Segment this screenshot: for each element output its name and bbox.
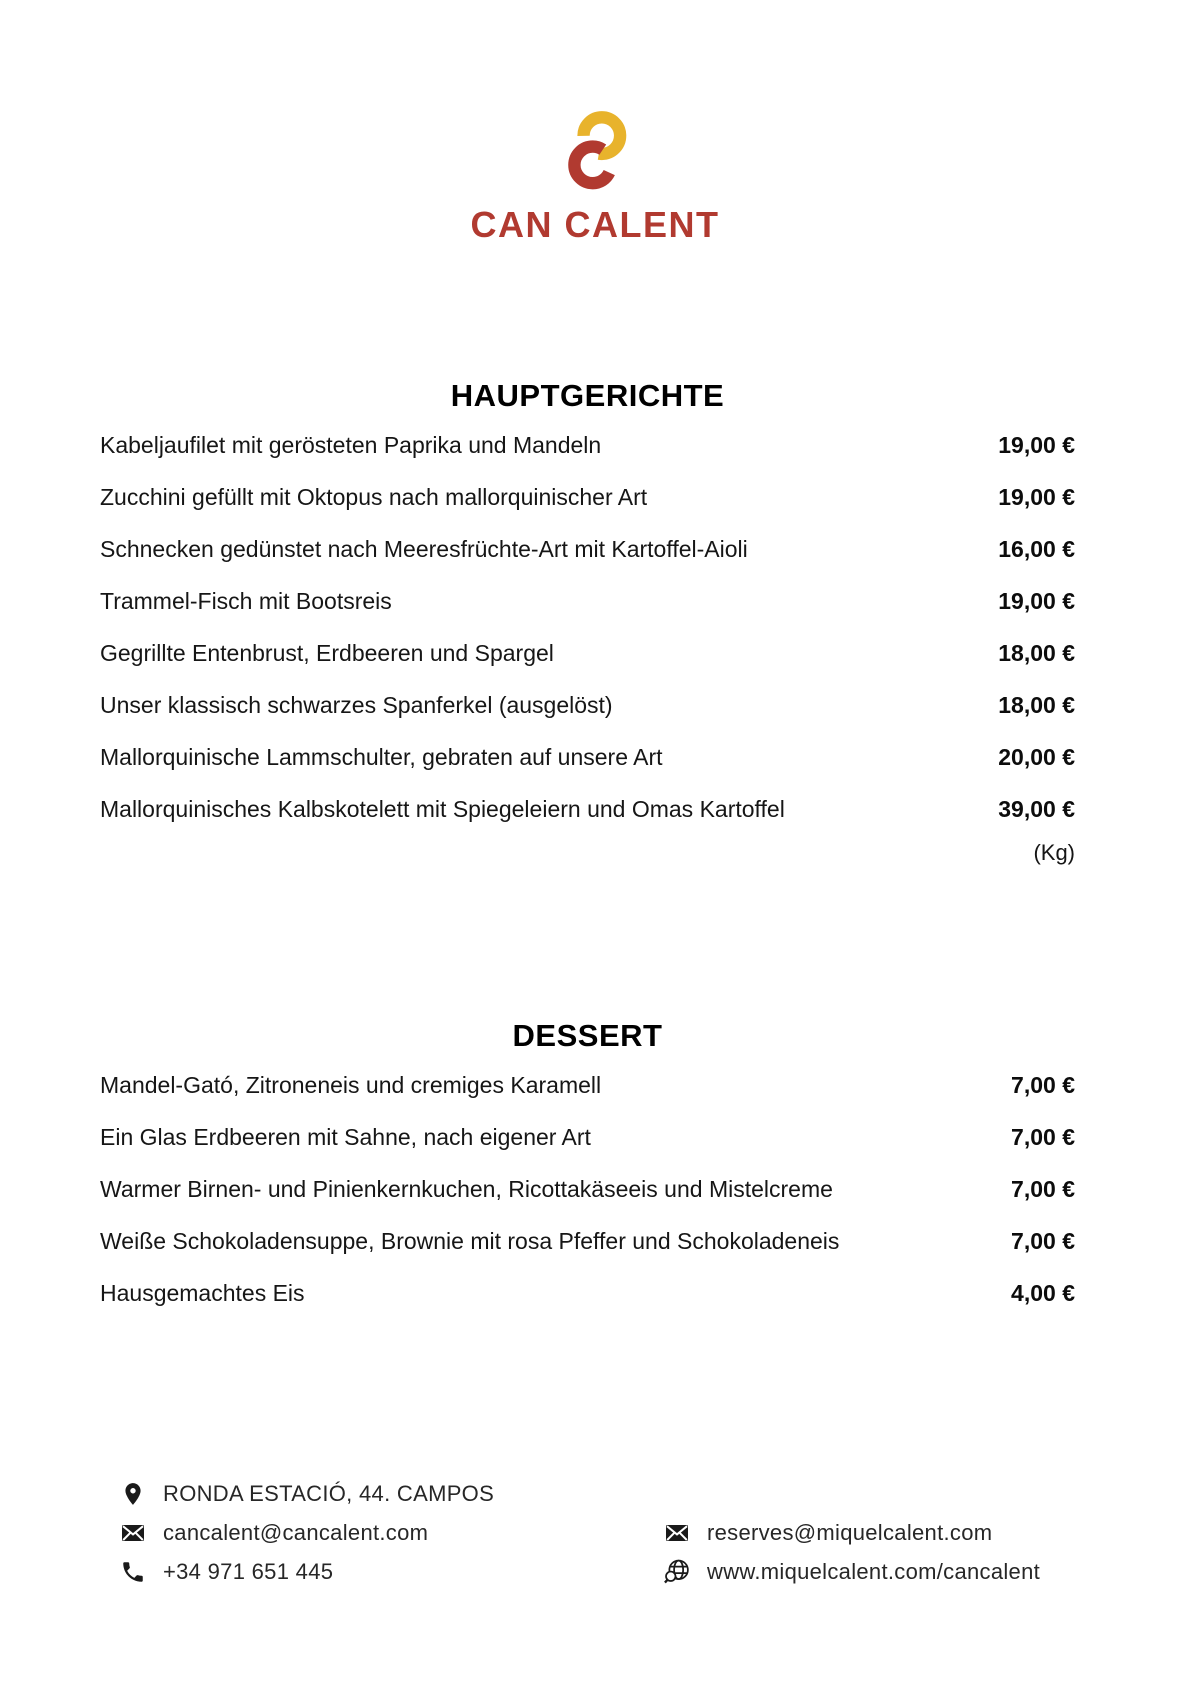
menu-item-name: Mandel-Gató, Zitroneneis und cremiges Karamell (100, 1072, 602, 1098)
menu-list (100, 1072, 1075, 1332)
menu-item-row (100, 1228, 1075, 1280)
website-row (662, 1552, 1040, 1591)
menu-item-price: 7,00 € (1011, 1072, 1075, 1098)
envelope-icon (118, 1521, 148, 1545)
can-calent-logo-icon (568, 110, 632, 196)
email-text: cancalent@cancalent.com (163, 1519, 429, 1545)
menu-item-row (100, 744, 1075, 796)
menu-item-name: Schnecken gedünstet nach Meeresfrüchte-Art mit Kartoffel-Aioli (100, 536, 748, 562)
menu-item-price: 7,00 € (1011, 1124, 1075, 1150)
location-pin-icon (118, 1479, 148, 1509)
menu-item-name: Kabeljaufilet mit gerösteten Paprika und Mandeln (100, 432, 602, 458)
brand-name: CAN CALENT (470, 204, 720, 245)
globe-search-icon (662, 1558, 692, 1586)
section-dessert (100, 1020, 1075, 1332)
section-hauptgerichte (100, 380, 1075, 866)
menu-item-row (100, 1176, 1075, 1228)
section-title: DESSERT (512, 1018, 663, 1053)
menu-item-unit-note: (Kg) (1033, 840, 1075, 865)
menu-item-row (100, 484, 1075, 536)
menu-item-price: 20,00 € (998, 744, 1075, 770)
menu-list (100, 432, 1075, 866)
section-title: HAUPTGERICHTE (450, 378, 725, 413)
menu-item-row (100, 1280, 1075, 1332)
footer-left-column (118, 1474, 494, 1591)
menu-item-price: 7,00 € (1011, 1228, 1075, 1254)
reservation-email-text: reserves@miquelcalent.com (707, 1519, 993, 1545)
menu-item-name: Zucchini gefüllt mit Oktopus nach mallorquinischer Art (100, 484, 648, 510)
address-text: RONDA ESTACIÓ, 44. CAMPOS (163, 1480, 495, 1506)
menu-item-name: Weiße Schokoladensuppe, Brownie mit rosa Pfeffer und Schokoladeneis (100, 1228, 840, 1254)
phone-text: +34 971 651 445 (163, 1558, 334, 1584)
reservation-email-row (662, 1513, 1040, 1552)
phone-icon (118, 1559, 148, 1585)
menu-item-price: 7,00 € (1011, 1176, 1075, 1202)
website-text: www.miquelcalent.com/cancalent (707, 1558, 1041, 1584)
menu-item-row (100, 1072, 1075, 1124)
menu-item-name: Hausgemachtes Eis (100, 1280, 305, 1306)
email-row (118, 1513, 494, 1552)
menu-item-price: 18,00 € (998, 640, 1075, 666)
menu-item-row (100, 692, 1075, 744)
address-row (118, 1474, 494, 1513)
menu-item-price: 19,00 € (998, 432, 1075, 458)
menu-item-name: Gegrillte Entenbrust, Erdbeeren und Spargel (100, 640, 554, 666)
menu-item-row (100, 1124, 1075, 1176)
menu-item-name: Mallorquinische Lammschulter, gebraten auf unsere Art (100, 744, 663, 770)
menu-item-price: 4,00 € (1011, 1280, 1075, 1306)
menu-item-price: 19,00 € (998, 588, 1075, 614)
menu-item-name: Unser klassisch schwarzes Spanferkel (ausgelöst) (100, 692, 613, 718)
menu-item-price: 16,00 € (998, 536, 1075, 562)
menu-item-name: Ein Glas Erdbeeren mit Sahne, nach eigener Art (100, 1124, 591, 1150)
envelope-icon (662, 1521, 692, 1545)
menu-item-name: Mallorquinisches Kalbskotelett mit Spiegeleiern und Omas Kartoffel (100, 796, 785, 822)
menu-item-row (100, 588, 1075, 640)
menu-item-price: 39,00 € (998, 796, 1075, 822)
phone-row (118, 1552, 494, 1591)
footer-right-column (662, 1513, 1040, 1591)
menu-item-price: 18,00 € (998, 692, 1075, 718)
logo (0, 110, 1190, 246)
menu-item-row (100, 432, 1075, 484)
menu-item-name: Warmer Birnen- und Pinienkernkuchen, Ricottakäseeis und Mistelcreme (100, 1176, 833, 1202)
menu-item-name: Trammel-Fisch mit Bootsreis (100, 588, 392, 614)
menu-item-row (100, 640, 1075, 692)
menu-item-row (100, 536, 1075, 588)
menu-item-price: 19,00 € (998, 484, 1075, 510)
